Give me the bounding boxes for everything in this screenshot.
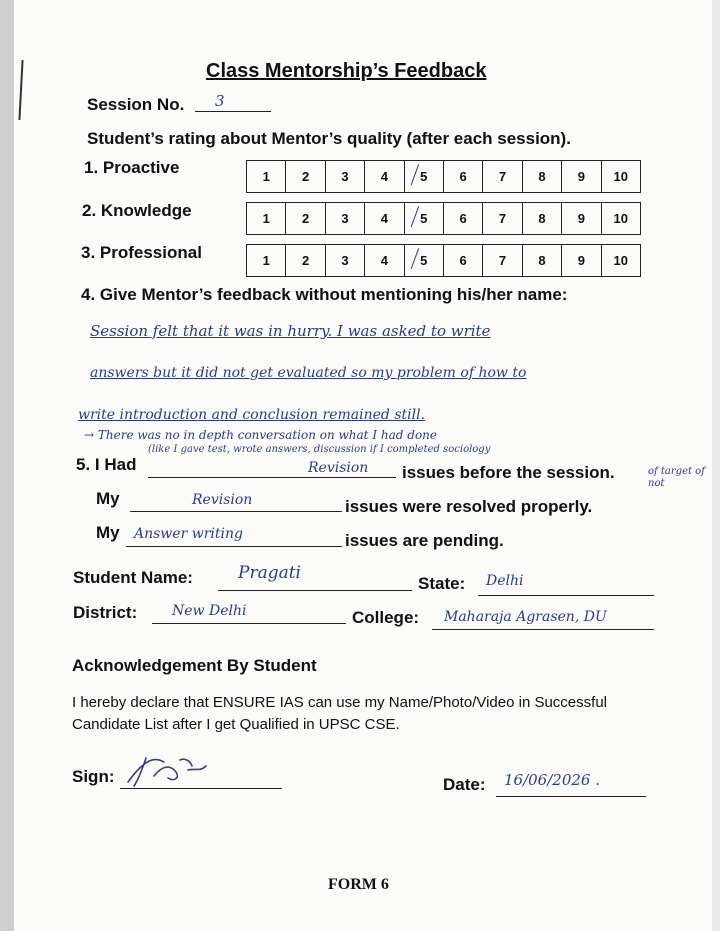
session-label: Session No. xyxy=(87,95,185,114)
college-value[interactable]: Maharaja Agrasen, DU xyxy=(444,609,607,625)
criterion-knowledge-label: 2. Knowledge xyxy=(82,201,192,220)
issues-had-underline xyxy=(148,476,396,478)
issues-resolved-label: My xyxy=(96,489,120,508)
rating-cell[interactable]: 2 xyxy=(286,161,325,193)
issues-resolved-underline xyxy=(130,510,342,512)
rating-cell[interactable]: 1 xyxy=(247,161,286,193)
feedback-line-4: → There was no in depth conversation on what I had done xyxy=(84,428,437,442)
issues-pending-suffix: issues are pending. xyxy=(345,531,504,550)
rating-cell[interactable]: 10 xyxy=(601,203,640,235)
criterion-proactive-label: 1. Proactive xyxy=(84,158,180,177)
rating-cell[interactable]: 1 xyxy=(247,245,286,277)
state-value[interactable]: Delhi xyxy=(486,573,524,589)
scan-left-margin xyxy=(0,0,14,931)
rating-heading: Student’s rating about Mentor’s quality (after each session). xyxy=(87,129,571,148)
rating-cell[interactable]: 9 xyxy=(562,245,601,277)
rating-cell[interactable]: 7 xyxy=(483,161,522,193)
rating-cell[interactable]: 4 xyxy=(365,203,404,235)
student-name-label: Student Name: xyxy=(73,568,193,587)
scan-right-margin xyxy=(712,0,720,931)
form-number: FORM 6 xyxy=(328,876,389,893)
sign-label: Sign: xyxy=(72,767,115,786)
date-underline xyxy=(496,795,646,797)
feedback-line-3: write introduction and conclusion remained still. xyxy=(78,407,426,423)
form-title: Class Mentorship’s Feedback xyxy=(206,60,487,82)
rating-cell-selected[interactable]: 5 xyxy=(404,161,443,193)
rating-cell[interactable]: 7 xyxy=(483,203,522,235)
state-underline xyxy=(478,594,654,596)
rating-cell[interactable]: 6 xyxy=(443,161,482,193)
issues-had-value: Revision xyxy=(308,460,369,476)
issues-resolved-suffix: issues were resolved properly. xyxy=(345,497,593,516)
rating-cell[interactable]: 2 xyxy=(286,203,325,235)
signature-image xyxy=(124,752,214,790)
rating-scale-professional xyxy=(246,244,641,277)
rating-cell-selected[interactable]: 5 xyxy=(404,203,443,235)
rating-cell[interactable]: 2 xyxy=(286,245,325,277)
college-label: College: xyxy=(352,608,420,627)
district-label: District: xyxy=(73,603,138,622)
issues-had-label: 5. I Had xyxy=(76,455,137,474)
rating-cell[interactable]: 10 xyxy=(601,161,640,193)
rating-cell[interactable]: 6 xyxy=(443,245,482,277)
rating-cell[interactable]: 7 xyxy=(483,245,522,277)
rating-cell[interactable]: 8 xyxy=(522,161,561,193)
criterion-professional-label: 3. Professional xyxy=(81,243,202,262)
rating-scale-knowledge xyxy=(246,202,641,235)
feedback-line-2: answers but it did not get evaluated so my problem of how to xyxy=(90,365,527,381)
session-underline xyxy=(195,110,271,112)
issues-resolved-value: Revision xyxy=(192,492,253,508)
feedback-line-1: Session felt that it was in hurry. I was asked to write xyxy=(90,322,491,340)
feedback-margin-note: of target of not xyxy=(648,466,705,489)
college-underline xyxy=(432,628,654,630)
rating-cell[interactable]: 3 xyxy=(325,203,364,235)
rating-cell[interactable]: 8 xyxy=(522,203,561,235)
state-label: State: xyxy=(418,574,466,593)
district-underline xyxy=(152,622,346,624)
rating-cell[interactable]: 4 xyxy=(365,245,404,277)
issues-pending-label: My xyxy=(96,523,120,542)
district-value[interactable]: New Delhi xyxy=(172,603,247,619)
student-name-underline xyxy=(218,589,412,591)
issues-pending-value: Answer writing xyxy=(134,526,243,542)
acknowledgement-heading: Acknowledgement By Student xyxy=(72,656,317,675)
feedback-heading: 4. Give Mentor’s feedback without mentioning his/her name: xyxy=(81,285,568,304)
rating-cell[interactable]: 9 xyxy=(562,161,601,193)
rating-cell-selected[interactable]: 5 xyxy=(404,245,443,277)
rating-cell[interactable]: 1 xyxy=(247,203,286,235)
issues-pending-underline xyxy=(126,545,342,547)
session-value: 3 xyxy=(215,92,225,110)
date-value[interactable]: 16/06/2026 . xyxy=(504,771,600,789)
rating-scale-proactive xyxy=(246,160,641,193)
rating-cell[interactable]: 6 xyxy=(443,203,482,235)
date-label: Date: xyxy=(443,775,486,794)
rating-cell[interactable]: 3 xyxy=(325,161,364,193)
acknowledgement-text-line1: I hereby declare that ENSURE IAS can use my Name/Photo/Video in Successful xyxy=(72,694,607,711)
student-name-value[interactable]: Pragati xyxy=(238,563,301,583)
rating-cell[interactable]: 9 xyxy=(562,203,601,235)
rating-cell[interactable]: 8 xyxy=(522,245,561,277)
feedback-line-5: (like I gave test, wrote answers, discussion if I completed sociology xyxy=(148,444,491,455)
issues-had-suffix: issues before the session. xyxy=(402,463,615,482)
acknowledgement-text-line2: Candidate List after I get Qualified in UPSC CSE. xyxy=(72,716,400,733)
rating-cell[interactable]: 3 xyxy=(325,245,364,277)
rating-cell[interactable]: 4 xyxy=(365,161,404,193)
rating-cell[interactable]: 10 xyxy=(601,245,640,277)
